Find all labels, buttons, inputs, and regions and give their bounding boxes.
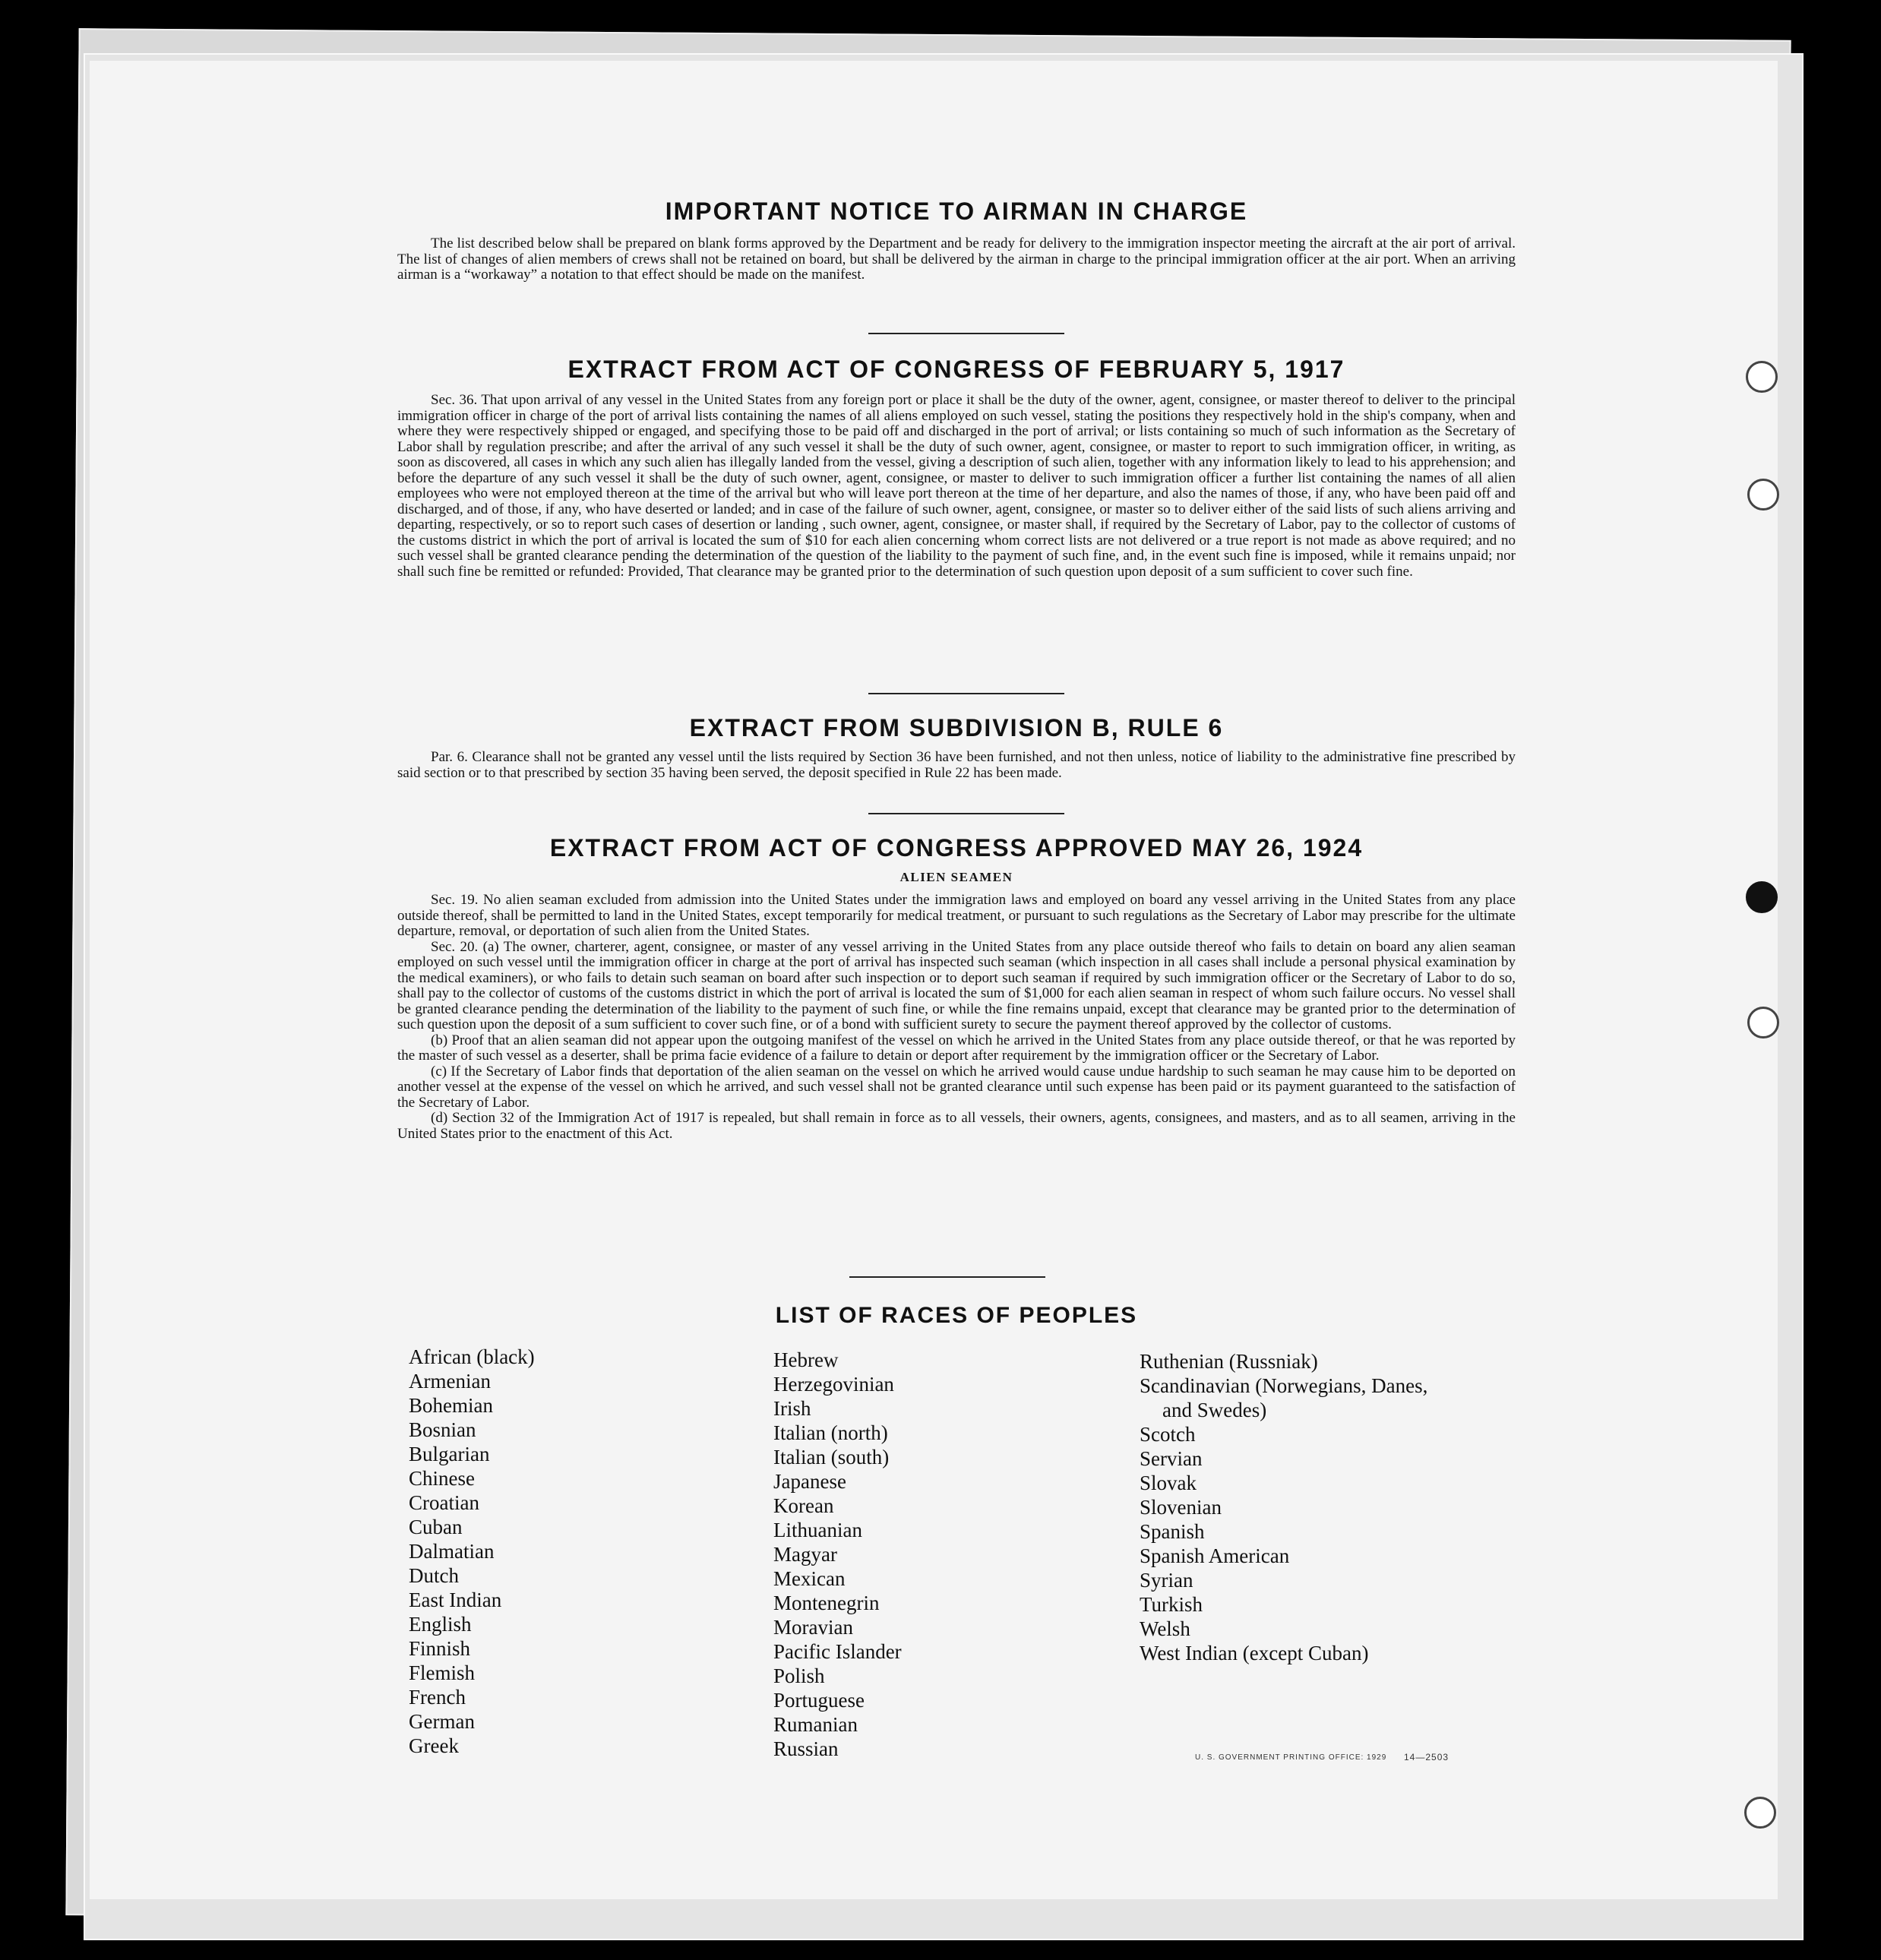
race-item: and Swedes) [1162, 1399, 1267, 1421]
punch-hole [1744, 1797, 1776, 1829]
race-item: Welsh [1140, 1617, 1190, 1640]
divider [868, 693, 1064, 694]
rule-6-section [397, 714, 1516, 781]
race-item: Slovenian [1140, 1496, 1222, 1519]
races-title: LIST OF RACES OF PEOPLES [775, 1303, 1138, 1328]
act-1917-body: Sec. 36. That upon arrival of any vessel in the United States from any foreign port or place it shall be the duty of the owner, agent, consignee, or master thereof to deliver to the principal immigration officer in charge of the port of arrival lists containing the names of all aliens employed on such vessel, stating the positions they respectively hold in the ship's company, when and where they were respectively shipped or engaged, and specifying those to be paid off and discharged in the port of arrival; or lists containing so much of such information as the Secretary of Labor shall by regulation prescribe; and after the arrival of any such vessel it shall be the duty of such owner, agent, consignee, or master to report to such immigration officer, in writing, as soon as discovered, all cases in which any such alien has illegally landed from the vessel, giving a description of such alien, together with any information likely to lead to his apprehension; and before the departure of any such vessel it shall be the duty of such owner, agent, consignee, or master to deliver to such immigration officer a further list containing the names of all alien employees who were not employed thereon at the time of the arrival but who will leave port thereon at the time of her departure, and also the names of those, if any, who have been paid off and discharged, and of those, if any, who have deserted or landed; and in case of the failure of such owner, agent, consignee, or master so to deliver either of the said lists of such aliens arriving and departing, respectively, or so to report such cases of desertion or landing , such owner, agent, consignee, or master shall, if required by the Secretary of Labor, pay to the collector of customs of the customs district in which the port of arrival is located the sum of $10 for each alien concerning whom correct lists are not delivered or a true report is not made as above required; and no such vessel shall be granted clearance pending the determination of the question of the liability to the payment of such fine, and, in the event such fine is imposed, while it remains unpaid; nor shall such fine be remitted or refunded: Provided, That clearance may be granted prior to the determination of such question upon deposit of a sum sufficient to cover such fine. [397, 392, 1516, 580]
races-column-1 [409, 1345, 535, 1758]
race-item: Korean [773, 1494, 834, 1517]
notice-section [397, 198, 1516, 283]
act-1924-sec20c: (c) If the Secretary of Labor finds that deportation of the alien seaman on the vessel on which he arrived would cause undue hardship to such seaman he may cause him to be deported on another vessel at the expense of the vessel on which he arrived, and such vessel shall not be granted clearance until such expense has been paid or its payment guaranteed to the satisfaction of the Secretary of Labor. [397, 1063, 1516, 1111]
race-item: Spanish [1140, 1520, 1205, 1543]
race-item: Slovak [1140, 1472, 1197, 1494]
divider [849, 1276, 1045, 1278]
race-item: Italian (north) [773, 1421, 888, 1444]
race-item: African (black) [409, 1345, 535, 1368]
race-item: Dutch [409, 1564, 459, 1587]
divider [868, 333, 1064, 334]
act-1924-section [397, 834, 1516, 1142]
races-section [397, 1303, 1516, 1329]
punch-hole [1747, 1007, 1779, 1038]
race-item: Magyar [773, 1543, 837, 1566]
race-item: East Indian [409, 1589, 502, 1611]
race-item: German [409, 1710, 475, 1733]
form-number: 14—2503 [1404, 1752, 1449, 1762]
notice-body: The list described below shall be prepared on blank forms approved by the Department and be ready for delivery to the immigration inspector meeting the aircraft at the air port of arrival. The list of changes of alien members of crews shall not be retained on board, but shall be delivered by the airman in charge to the principal immigration officer at the air port. When an arriving airman is a “workaway” a notation to that effect should be made on the manifest. [397, 236, 1516, 283]
race-item: Herzegovinian [773, 1373, 894, 1396]
punch-hole [1746, 361, 1778, 393]
race-item: Pacific Islander [773, 1640, 902, 1663]
race-item: Ruthenian (Russniak) [1140, 1350, 1318, 1373]
race-item: Russian [773, 1737, 839, 1760]
race-item: Dalmatian [409, 1540, 495, 1563]
race-item: Hebrew [773, 1348, 839, 1371]
race-item: Japanese [773, 1470, 846, 1493]
race-item: Turkish [1140, 1593, 1203, 1616]
race-item: Servian [1140, 1447, 1203, 1470]
race-item: Bohemian [409, 1394, 493, 1417]
race-item: Finnish [409, 1637, 471, 1660]
act-1924-sec20a: Sec. 20. (a) The owner, charterer, agent, consignee, or master of any vessel arriving in the United States from any place outside thereof who fails to detain on board any alien seaman employed on such vessel until the immigration officer in charge at the port of arrival has inspected such seaman (which inspection in all cases shall include a personal physical examination by the medical examiners), or who fails to detain such seaman on board after such inspection or to deport such seaman if required by such immigration officer or the Secretary of Labor to do so, shall pay to the collector of customs of the customs district in which the port of arrival is located the sum of $1,000 for each alien seaman in respect of whom such failure occurs. No vessel shall be granted clearance pending the determination of the liability to the payment of such fine, or while the fine remains unpaid, except that clearance may be granted prior to the determination of such question upon the deposit of a sum sufficient to cover such fine, or of a bond with sufficient surety to secure the payment thereof approved by the collector of customs. [397, 938, 1516, 1032]
act-1917-section [397, 356, 1516, 580]
race-item: Spanish American [1140, 1544, 1290, 1567]
rule-6-title: EXTRACT FROM SUBDIVISION B, RULE 6 [689, 714, 1224, 741]
punch-hole [1746, 881, 1778, 913]
race-item: Greek [409, 1734, 459, 1757]
rule-6-body: Par. 6. Clearance shall not be granted any vessel until the lists required by Section 36 have been furnished, and not then unless, notice of liability to the administrative fine prescribed by said section or to that prescribed by section 35 having been served, the deposit specified in Rule 22 has been made. [397, 749, 1516, 781]
races-column-2 [773, 1348, 902, 1761]
document-page [90, 61, 1778, 1899]
punch-hole [1747, 479, 1779, 511]
race-item: Montenegrin [773, 1592, 880, 1614]
act-1924-subtitle: ALIEN SEAMEN [899, 870, 1013, 884]
race-item: Irish [773, 1397, 811, 1420]
race-item: Flemish [409, 1661, 476, 1684]
act-1924-sec20d: (d) Section 32 of the Immigration Act of 1917 is repealed, but shall remain in force as to all vessels, their owners, agents, consignees, and masters, and as to all seamen, arriving in the United States prior to the enactment of this Act. [397, 1110, 1516, 1142]
race-item: Bosnian [409, 1418, 476, 1441]
act-1924-sec20b: (b) Proof that an alien seaman did not appear upon the outgoing manifest of the vessel on which he arrived in the United States from any place outside thereof, or that he was reported by the master of such vessel as a deserter, shall be prima facie evidence of a failure to detain or deport after requirement by the immigration officer or the Secretary of Labor. [397, 1032, 1516, 1064]
race-item: Italian (south) [773, 1446, 890, 1468]
race-item: Croatian [409, 1491, 479, 1514]
race-item: English [409, 1613, 472, 1636]
race-item: Lithuanian [773, 1519, 862, 1541]
divider [868, 813, 1064, 814]
race-item: West Indian (except Cuban) [1140, 1642, 1369, 1664]
race-item: Polish [773, 1664, 825, 1687]
race-item: Moravian [773, 1616, 853, 1639]
notice-title: IMPORTANT NOTICE TO AIRMAN IN CHARGE [665, 198, 1248, 225]
race-item: Scotch [1140, 1423, 1196, 1446]
race-item: Portuguese [773, 1689, 865, 1712]
race-item: Rumanian [773, 1713, 858, 1736]
act-1924-title: EXTRACT FROM ACT OF CONGRESS APPROVED MAY 26, 1924 [549, 834, 1364, 861]
race-item: Syrian [1140, 1569, 1193, 1592]
races-column-3 [1140, 1349, 1427, 1665]
act-1917-title: EXTRACT FROM ACT OF CONGRESS OF FEBRUARY 5, 1917 [567, 356, 1345, 383]
act-1924-sec19: Sec. 19. No alien seaman excluded from admission into the United States under the immigration laws and employed on board any vessel arriving in the United States from any place outside thereof, shall be permitted to land in the United States, except temporarily for medical treatment, or pursuant to such regulations as the Secretary of Labor may prescribe for the ultimate departure, removal, or deportation of such alien from the United States. [397, 892, 1516, 939]
printer-imprint: U. S. GOVERNMENT PRINTING OFFICE: 1929 [1195, 1753, 1387, 1762]
race-item: French [409, 1686, 466, 1709]
race-item: Scandinavian (Norwegians, Danes, [1140, 1374, 1428, 1397]
race-item: Mexican [773, 1567, 846, 1590]
race-item: Chinese [409, 1467, 475, 1490]
race-item: Cuban [409, 1516, 463, 1538]
race-item: Armenian [409, 1370, 491, 1393]
race-item: Bulgarian [409, 1443, 490, 1465]
